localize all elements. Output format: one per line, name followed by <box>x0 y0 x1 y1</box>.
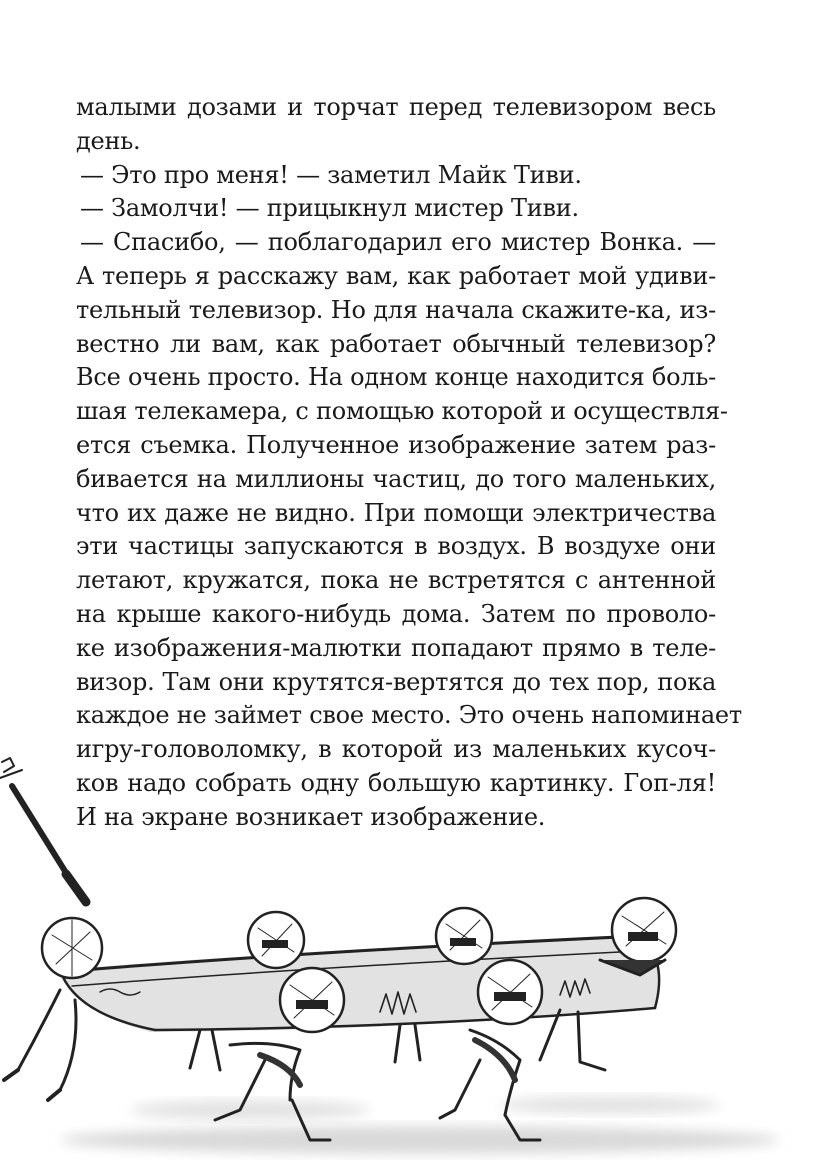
text-line: ков надо собрать одну большую картинку. Гоп-ля! <box>76 768 716 797</box>
text-line: день. <box>76 126 141 155</box>
text-line: тельный телевизор. Но для начала скажите-ка, из- <box>76 295 716 324</box>
text-line: вестно ли вам, как работает обычный телевизор? <box>76 329 716 358</box>
text-line: ке изображения-малютки попадают прямо в теле- <box>76 633 716 662</box>
text-line: визор. Там они крутятся-вертятся до тех пор, пока <box>76 667 716 696</box>
text-line: эти частицы запускаются в воздух. В воздухе они <box>76 532 716 561</box>
text-line: что их даже не видно. При помощи электричества <box>76 498 716 527</box>
text-line: И на экране возникает изображение. <box>76 802 546 831</box>
text-line: игру-головоломку, в которой из маленьких кусоч- <box>76 735 716 764</box>
text-line: — Спасибо, — поблагодарил его мистер Вонка. — <box>80 228 716 257</box>
text-line: — Это про меня! — заметил Майк Тиви. <box>80 160 582 189</box>
text-line: — Замолчи! — прицыкнул мистер Тиви. <box>80 194 579 223</box>
text-line: каждое не займет свое место. Это очень напоминает <box>76 701 742 730</box>
text-line: Все очень просто. На одном конце находится боль- <box>76 363 716 392</box>
text-line: ется съемка. Полученное изображение затем раз- <box>76 430 716 459</box>
antenna-stick-icon <box>0 758 86 902</box>
text-line: А теперь я расскажу вам, как работает мой удиви- <box>76 261 716 290</box>
text-line: на крыше какого-нибудь дома. Затем по проволо- <box>76 599 716 628</box>
text-line: бивается на миллионы частиц, до того маленьких, <box>76 464 716 493</box>
illustration-helmeted-figures <box>0 745 821 1164</box>
text-line: шая телекамера, с помощью которой и осуществля- <box>76 397 728 426</box>
text-line: летают, кружатся, пока не встретятся с антенной <box>76 566 716 595</box>
body-text <box>76 91 742 835</box>
figure-1 <box>4 918 102 1100</box>
text-line: малыми дозами и торчат перед телевизором весь <box>76 93 716 121</box>
